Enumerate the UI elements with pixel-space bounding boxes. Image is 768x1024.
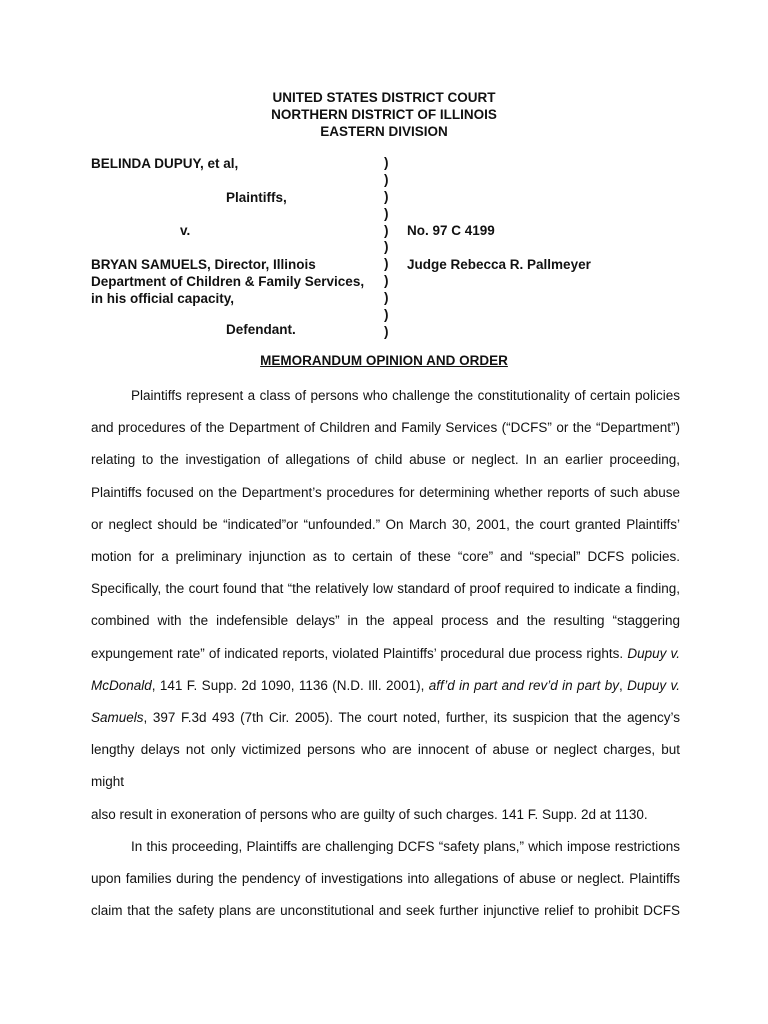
body-text: , 141 F. Supp. 2d 1090, 1136 (N.D. Ill. 2001),: [151, 677, 429, 693]
body-text: expungement rate” of indicated reports, violated Plaintiffs’ procedural due process rights.: [91, 645, 628, 661]
body-line: Specifically, the court found that “the relatively low standard of proof required to indicate a finding,: [91, 581, 680, 597]
court-district: NORTHERN DISTRICT OF ILLINOIS: [271, 107, 497, 122]
body-line: upon families during the pendency of investigations into allegations of abuse or neglect. Plaintiffs: [91, 871, 680, 887]
court-division: EASTERN DIVISION: [320, 124, 448, 139]
court-name: UNITED STATES DISTRICT COURT: [272, 90, 496, 105]
paren: ): [384, 171, 389, 187]
case-number: No. 97 C 4199: [407, 223, 495, 238]
paren: ): [384, 239, 389, 255]
body-line: claim that the safety plans are unconstitutional and seek further injunctive relief to prohibit DCFS: [91, 903, 680, 919]
paren: ): [384, 155, 389, 170]
body-line: lengthy delays not only victimized persons who are innocent of abuse or neglect charges, but might: [91, 742, 680, 790]
body-line: relating to the investigation of allegations of child abuse or neglect. In an earlier proceeding,: [91, 452, 680, 468]
body-text: ,: [618, 677, 628, 693]
body-line: [91, 702, 680, 734]
opinion-body: [91, 380, 680, 927]
body-line: [91, 638, 680, 670]
body-line: motion for a preliminary injunction as to certain of these “core” and “special” DCFS policies.: [91, 549, 680, 565]
body-line: or neglect should be “indicated”or “unfounded.” On March 30, 2001, the court granted Plaintiffs’: [91, 516, 680, 532]
paren: ): [384, 188, 389, 204]
case-citation: Samuels: [91, 710, 144, 726]
judge-name: Judge Rebecca R. Pallmeyer: [407, 257, 591, 272]
body-line: [91, 670, 680, 702]
paren: ): [384, 273, 389, 289]
body-line: In this proceeding, Plaintiffs are challenging DCFS “safety plans,” which impose restrictions: [131, 838, 680, 854]
court-header: [0, 89, 768, 140]
defendant-line-3: in his official capacity,: [91, 291, 235, 306]
body-line: also result in exoneration of persons who are guilty of such charges. 141 F. Supp. 2d at 1130.: [91, 806, 648, 822]
body-line: combined with the indefensible delays” in the appeal process and the resulting “staggering: [91, 613, 680, 629]
case-citation: McDonald: [91, 677, 152, 693]
defendant-line-1: BRYAN SAMUELS, Director, Illinois: [91, 257, 316, 272]
body-text: , 397 F.3d 493 (7th Cir. 2005). The court noted, further, its suspicion that the agency’s: [143, 710, 680, 726]
case-citation: Dupuy v.: [627, 677, 681, 693]
document-title: MEMORANDUM OPINION AND ORDER: [260, 353, 508, 368]
versus: v.: [180, 223, 191, 238]
case-citation: Dupuy v.: [627, 645, 680, 661]
paren: ): [384, 256, 389, 272]
body-line: Plaintiffs focused on the Department’s procedures for determining whether reports of such abuse: [91, 484, 680, 500]
defendant-role: Defendant.: [226, 322, 296, 337]
paren: ): [384, 290, 389, 306]
defendant-line-2: Department of Children & Family Services,: [91, 274, 365, 289]
plaintiff-role: Plaintiffs,: [226, 190, 287, 205]
caption-divider: [384, 155, 398, 341]
plaintiff-name: BELINDA DUPUY, et al,: [91, 156, 239, 171]
paren: ): [384, 323, 389, 339]
body-line: and procedures of the Department of Children and Family Services (“DCFS” or the “Department”): [91, 420, 680, 436]
body-line: Plaintiffs represent a class of persons who challenge the constitutionality of certain policies: [131, 388, 680, 403]
paren: ): [384, 307, 389, 323]
paren: ): [384, 222, 389, 238]
case-citation: aff’d in part and rev’d in part by: [428, 677, 619, 693]
paren: ): [384, 205, 389, 221]
